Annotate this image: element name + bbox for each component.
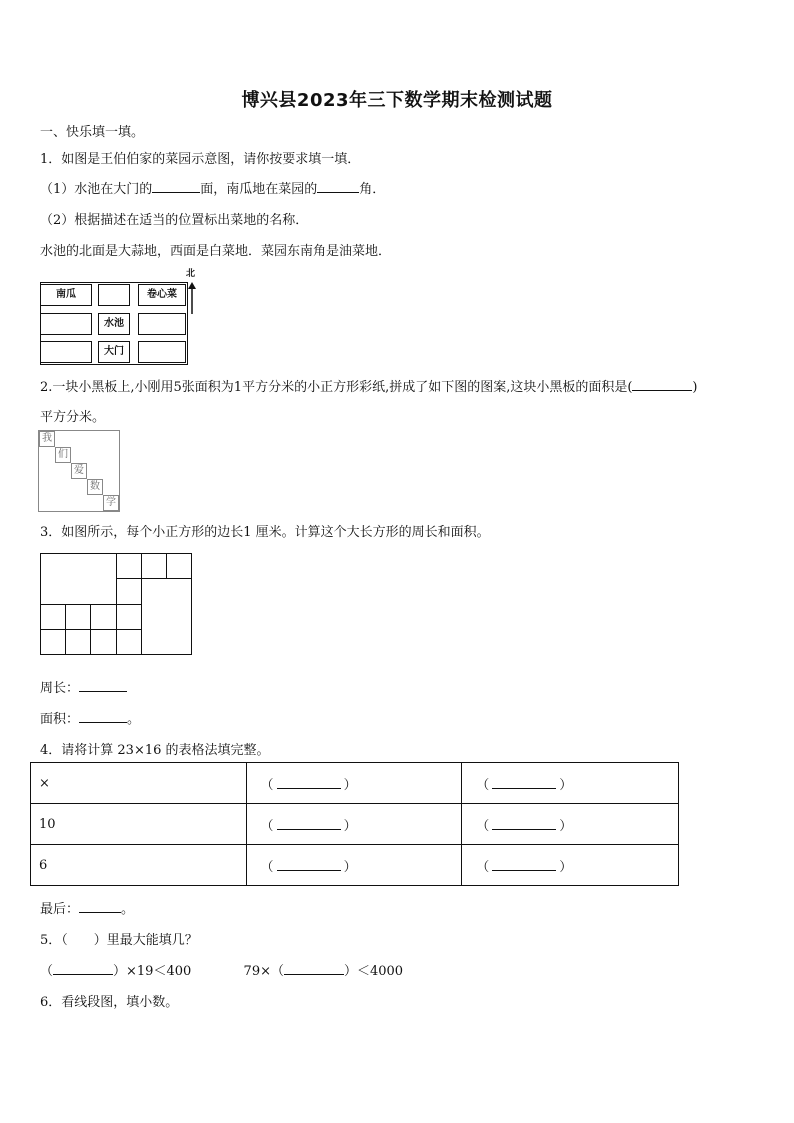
stair-square: 学 bbox=[103, 495, 119, 511]
question-5-expressions bbox=[40, 960, 403, 979]
garden-cell: 卷心菜 bbox=[138, 284, 186, 306]
rect-piece bbox=[40, 604, 66, 630]
question-2-unit: 平方分米。 bbox=[40, 410, 106, 425]
multiplication-table bbox=[30, 762, 679, 886]
area-label: 面积： bbox=[40, 712, 80, 727]
answer-blank[interactable] bbox=[79, 678, 127, 692]
table-cell: × bbox=[31, 763, 247, 804]
q1-part1-text-b: 面，南瓜地在菜园的 bbox=[200, 182, 318, 197]
q2-text-a: 2.一块小黑板上,小刚用5张面积为1平方分米的小正方形彩纸,拼成了如下图的图案,这块小黑板的面积是( bbox=[40, 380, 633, 395]
expr2-close: ）＜4000 bbox=[343, 964, 404, 979]
q1-part1-text-a: （1）水池在大门的 bbox=[40, 182, 153, 197]
final-end: 。 bbox=[121, 902, 135, 917]
rect-piece bbox=[116, 604, 142, 630]
north-arrow-icon bbox=[186, 278, 198, 318]
rect-piece bbox=[116, 553, 142, 579]
rect-piece bbox=[141, 553, 167, 579]
q1-part1-text-c: 角． bbox=[359, 182, 386, 197]
question-1-description: 水池的北面是大蒜地，西面是白菜地．菜园东南角是油菜地． bbox=[40, 244, 392, 259]
rectangle-figure bbox=[40, 553, 192, 655]
table-row bbox=[31, 845, 679, 886]
expr1-open: （ bbox=[40, 964, 54, 979]
stair-figure bbox=[38, 430, 120, 512]
answer-blank[interactable] bbox=[79, 709, 127, 723]
perimeter-label: 周长： bbox=[40, 681, 80, 696]
q2-text-b: ) bbox=[692, 380, 698, 395]
table-cell: 10 bbox=[31, 804, 247, 845]
page-title: 博兴县2023年三下数学期末检测试题 bbox=[241, 90, 553, 111]
expr1-close: ）×19＜400 bbox=[113, 964, 192, 979]
answer-blank[interactable] bbox=[632, 377, 692, 391]
question-5-stem: 5．（ ）里最大能填几？ bbox=[40, 933, 198, 948]
table-cell: 6 bbox=[31, 845, 247, 886]
table-cell[interactable]: （ ） bbox=[246, 804, 462, 845]
rect-piece bbox=[116, 578, 142, 605]
garden-border bbox=[40, 282, 188, 365]
question-6-stem: 6．看线段图，填小数。 bbox=[40, 995, 179, 1010]
question-4-stem: 4．请将计算 23×16 的表格法填完整。 bbox=[40, 743, 270, 758]
garden-map bbox=[40, 270, 200, 365]
stair-square: 我 bbox=[39, 431, 55, 447]
rect-piece bbox=[65, 604, 91, 630]
table-cell[interactable]: （ ） bbox=[246, 845, 462, 886]
rect-piece bbox=[90, 629, 117, 655]
answer-blank[interactable] bbox=[53, 961, 113, 975]
question-1-stem: 1．如图是王伯伯家的菜园示意图，请你按要求填一填． bbox=[40, 152, 361, 167]
rect-piece bbox=[40, 629, 66, 655]
answer-blank[interactable] bbox=[284, 961, 344, 975]
table-row bbox=[31, 763, 679, 804]
table-cell[interactable]: （ ） bbox=[246, 763, 462, 804]
north-label: 北 bbox=[186, 269, 196, 279]
answer-blank[interactable] bbox=[152, 179, 200, 193]
stair-square: 爱 bbox=[71, 463, 87, 479]
rect-piece bbox=[65, 629, 91, 655]
perimeter-line bbox=[40, 677, 127, 696]
question-2-stem bbox=[40, 376, 698, 395]
final-label: 最后： bbox=[40, 902, 80, 917]
expr2-open: 79×（ bbox=[243, 964, 284, 979]
section-heading: 一、快乐填一填。 bbox=[40, 125, 145, 140]
rect-piece bbox=[90, 604, 117, 630]
table-cell[interactable]: （ ） bbox=[462, 804, 679, 845]
garden-cell: 大门 bbox=[98, 341, 130, 363]
garden-cell: 南瓜 bbox=[40, 284, 92, 306]
rect-piece bbox=[166, 553, 192, 579]
final-line bbox=[40, 898, 134, 917]
rect-piece bbox=[116, 629, 142, 655]
question-1-part-1 bbox=[40, 178, 385, 197]
rect-piece bbox=[40, 553, 117, 605]
stair-square: 们 bbox=[55, 447, 71, 463]
table-row bbox=[31, 804, 679, 845]
rect-piece bbox=[141, 578, 192, 655]
question-1-part-2: （2）根据描述在适当的位置标出菜地的名称． bbox=[40, 213, 309, 228]
answer-blank[interactable] bbox=[79, 899, 121, 913]
question-3-stem: 3．如图所示，每个小正方形的边长1 厘米。计算这个大长方形的周长和面积。 bbox=[40, 525, 490, 540]
garden-cell: 水池 bbox=[98, 313, 130, 335]
table-cell[interactable]: （ ） bbox=[462, 845, 679, 886]
stair-square: 数 bbox=[87, 479, 103, 495]
area-end: 。 bbox=[127, 712, 141, 727]
answer-blank[interactable] bbox=[317, 179, 359, 193]
table-cell[interactable]: （ ） bbox=[462, 763, 679, 804]
area-line bbox=[40, 708, 140, 727]
